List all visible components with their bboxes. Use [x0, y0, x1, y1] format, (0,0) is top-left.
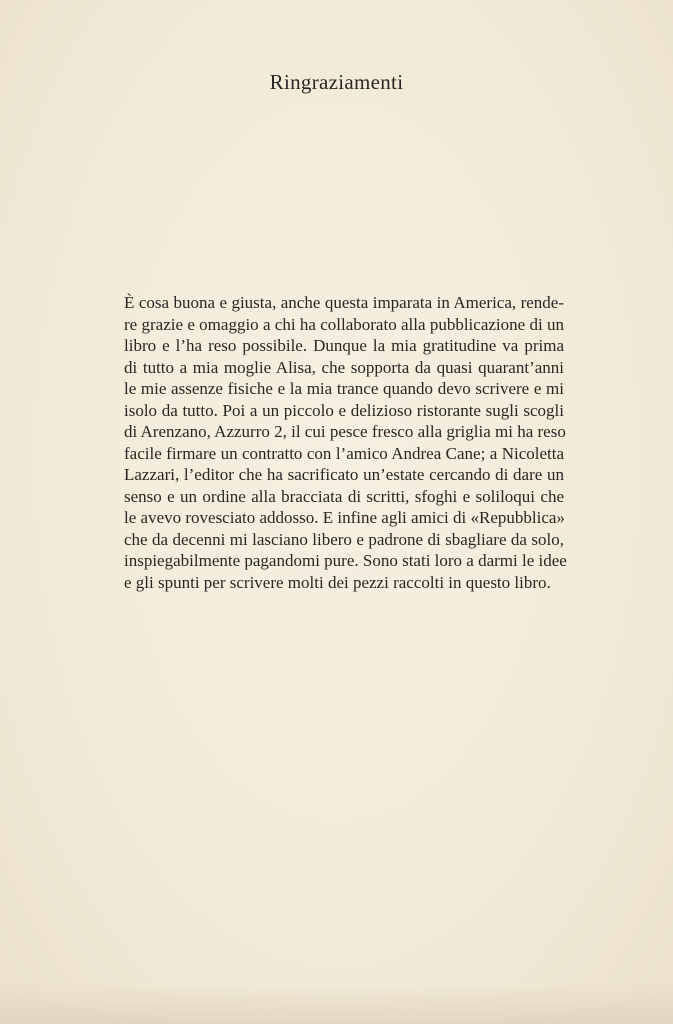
text-line: le mie assenze fisiche e la mia trance quando devo scrivere e mi [124, 379, 564, 398]
text-line: e gli spunti per scrivere molti dei pezzi raccolti in questo libro. [124, 572, 551, 592]
text-line: le avevo rovesciato addosso. E infine agli amici di «Repubblica» [124, 508, 565, 527]
text-line: facile firmare un contratto con l’amico Andrea Cane; a Nicoletta [124, 443, 564, 463]
text-line: Lazzari, l’editor che ha sacrificato un’estate cercando di dare un [124, 465, 564, 484]
text-line: inspiegabilmente pagandomi pure. Sono stati loro a darmi le idee [124, 551, 567, 570]
text-line: re grazie e omaggio a chi ha collaborato alla pubblicazione di un [124, 314, 564, 334]
text-line: di tutto a mia moglie Alisa, che sopporta da quasi quarant’anni [124, 357, 564, 377]
text-line: È cosa buona e giusta, anche questa imparata in America, rende- [124, 293, 564, 312]
text-line: senso e un ordine alla bracciata di scritti, sfoghi e soliloqui che [124, 486, 564, 506]
text-line: che da decenni mi lasciano libero e padrone di sbagliare da solo, [124, 529, 564, 549]
page-title: Ringraziamenti [269, 70, 404, 94]
acknowledgements-paragraph [124, 292, 567, 593]
text-line: isolo da tutto. Poi a un piccolo e delizioso ristorante sugli scogli [124, 400, 564, 420]
text-line: di Arenzano, Azzurro 2, il cui pesce fresco alla griglia mi ha reso [124, 422, 566, 441]
text-line: libro e l’ha reso possibile. Dunque la mia gratitudine va prima [124, 336, 564, 355]
